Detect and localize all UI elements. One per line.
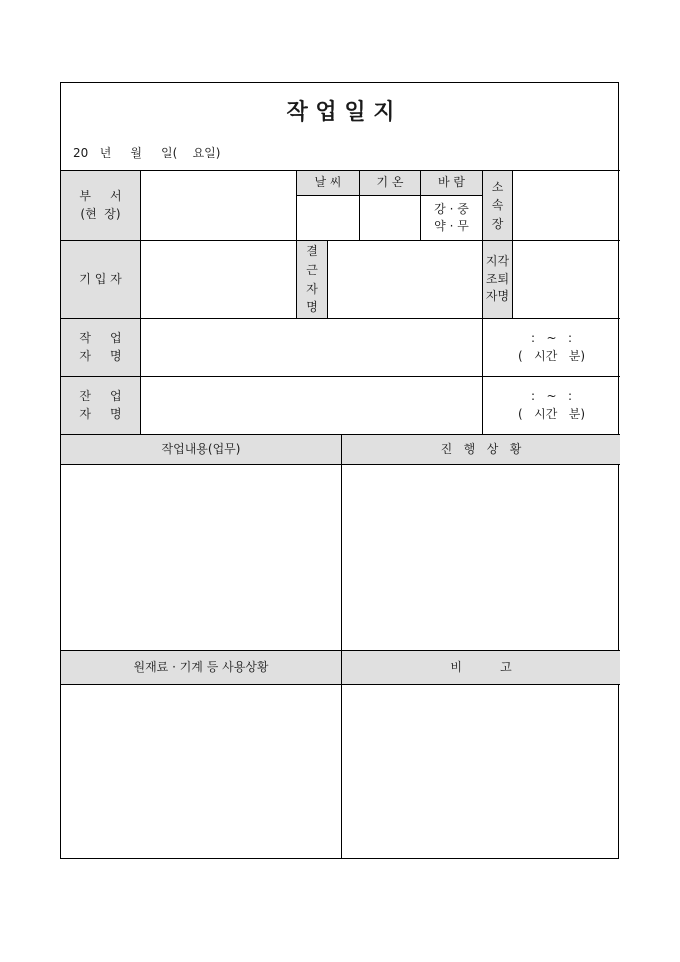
overtime-time: : ~ : ( 시간 분)	[482, 376, 620, 434]
worker-time: : ~ : ( 시간 분)	[482, 318, 620, 376]
form-title: 작 업 일 지	[286, 99, 395, 125]
materials-header: 원재료 · 기계 등 사용상황	[61, 650, 341, 684]
late-label: 지각 조퇴 자명	[482, 240, 512, 318]
supervisor-field[interactable]	[512, 170, 620, 240]
worker-label: 작 업 자 명	[61, 318, 140, 376]
late-field[interactable]	[512, 240, 620, 318]
dept-field[interactable]	[140, 170, 296, 240]
temp-label: 기 온	[359, 170, 420, 195]
work-log-form	[60, 82, 619, 859]
worker-field[interactable]	[140, 318, 482, 376]
supervisor-label: 소 속 장	[482, 170, 512, 240]
absent-label: 결 근 자 명	[296, 240, 327, 318]
weather-field[interactable]	[296, 195, 359, 240]
overtime-field[interactable]	[140, 376, 482, 434]
remarks-header: 비 고	[341, 650, 620, 684]
writer-field[interactable]	[140, 240, 296, 318]
wind-options: 강 · 중 약 · 무	[420, 195, 482, 240]
absent-field[interactable]	[327, 240, 482, 318]
dept-label: 부 서 (현 장)	[61, 170, 140, 240]
wind-label: 바 람	[420, 170, 482, 195]
work-content-area[interactable]	[61, 464, 341, 650]
overtime-label: 잔 업 자 명	[61, 376, 140, 434]
temp-field[interactable]	[359, 195, 420, 240]
remarks-area[interactable]	[341, 684, 620, 858]
work-content-header: 작업내용(업무)	[61, 434, 341, 464]
weather-label: 날 씨	[296, 170, 359, 195]
date-line: 20 년 월 일( 요일)	[73, 146, 221, 160]
progress-header: 진 행 상 황	[341, 434, 620, 464]
materials-area[interactable]	[61, 684, 341, 858]
progress-area[interactable]	[341, 464, 620, 650]
writer-label: 기 입 자	[61, 240, 140, 318]
